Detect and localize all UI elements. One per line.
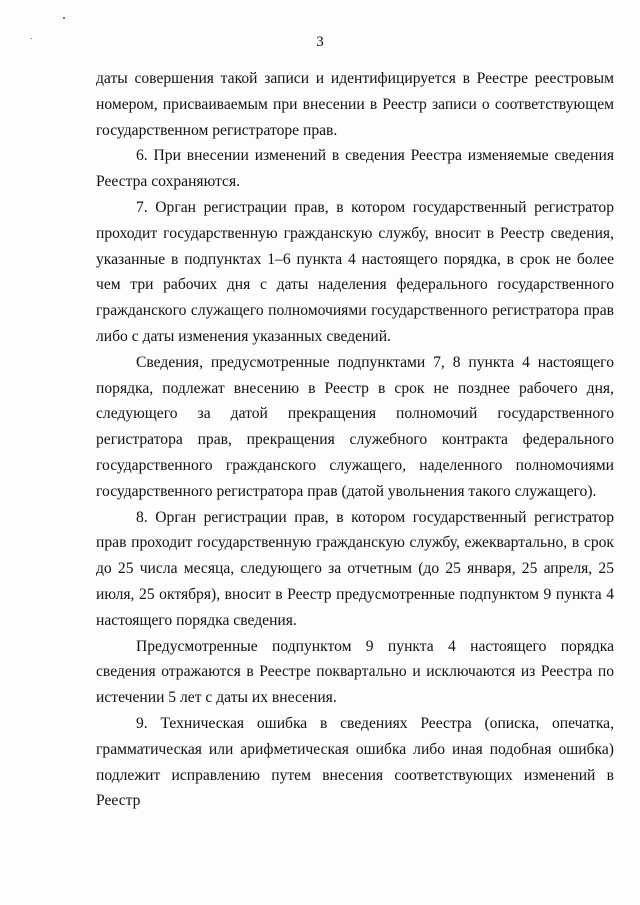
paragraph-item-7: 7. Орган регистрации прав, в котором государственный регистратор проходит государственную гражданскую службу, вносит в Реестр сведения, указанные в подпунктах 1–6 пункта 4 настоящего порядка, в срок не более чем три рабочих дня с даты наделения федерального государственного гражданского служащего полномочиями государственного регистратора прав либо с даты изменения указанных сведений. [96, 198, 614, 345]
paragraph-item-6: 6. При внесении изменений в сведения Реестра изменяемые сведения Реестра сохраняются. [96, 147, 614, 191]
document-body [96, 66, 614, 814]
paragraph-item-9: 9. Техническая ошибка в сведениях Реестра (описка, опечатка, грамматическая или арифметическая ошибка либо иная подобная ошибка) подлежит исправлению путем внесения соответствующих изменений в Реестр [96, 714, 614, 810]
scan-speck [63, 17, 65, 19]
page-number: 3 [316, 34, 324, 50]
paragraph-item-8-details: Предусмотренные подпунктом 9 пункта 4 настоящего порядка сведения отражаются в Реестре поквартально и исключаются из Реестра по истечении 5 лет с даты их внесения. [96, 637, 614, 707]
paragraph-item-7-details: Сведения, предусмотренные подпунктами 7, 8 пункта 4 настоящего порядка, подлежат внесению в Реестр в срок не позднее рабочего дня, следующего за датой прекращения полномочий государственного регистратора прав, прекращения служебного контракта федерального государственного гражданского служащего, наделенного полномочиями государственного регистратора прав (датой увольнения такого служащего). [96, 353, 614, 500]
paragraph-continuation: даты совершения такой записи и идентифицируется в Реестре реестровым номером, присваиваемым при внесении в Реестр записи о соответствующем государственном регистраторе прав. [96, 70, 614, 139]
paragraph-item-8: 8. Орган регистрации прав, в котором государственный регистратор прав проходит государственную гражданскую службу, ежеквартально, в срок до 25 числа месяца, следующего за отчетным (до 25 января, 25 апреля, 25 июля, 25 октября), вносит в Реестр предусмотренные подпунктом 9 пункта 4 настоящего порядка сведения. [96, 508, 614, 629]
